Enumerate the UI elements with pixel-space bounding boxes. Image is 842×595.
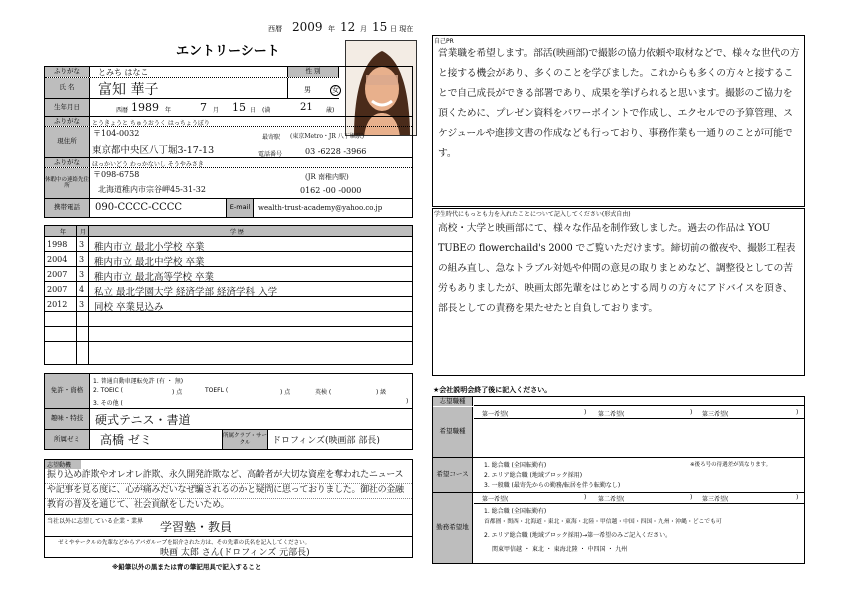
date-month: 12 (340, 20, 356, 34)
hope-third: 第三希望( (702, 411, 729, 418)
seminar-label: 所属ゼミ (45, 430, 90, 449)
hope-first-close: ) (584, 409, 587, 416)
station-label: 最寄駅 (262, 134, 281, 141)
footer-note: ※鉛筆以外の黒または青の筆記用具で記入すること (112, 563, 262, 571)
club-label: 所属クラブ・サークル (222, 430, 268, 449)
birth-year-label: 年 (165, 107, 172, 114)
quals-eiken-unit: ) 級 (376, 389, 387, 396)
birth-label: 生年月日 (45, 99, 90, 116)
motive-label: 志望動機 (45, 460, 81, 469)
area-hope-first-close: ) (584, 494, 587, 501)
current-zip: 〒104-0032 (93, 129, 140, 138)
age: 21 (300, 102, 313, 113)
area-hope-second-close: ) (690, 494, 693, 501)
area-1-list: 首都圏・関西・北海道・東北・東海・北陸・甲信越・中国・四国・九州・沖縄・どこでも可 (484, 519, 722, 525)
page-title: エントリーシート (176, 44, 280, 59)
quals-toeic: 2. TOEIC ( (93, 387, 124, 394)
birth-year: 1989 (131, 101, 159, 114)
date-year-label: 年 (328, 25, 335, 33)
history-year: 1998 (47, 240, 68, 249)
date-prefix: 西暦 (268, 25, 282, 33)
area-2: 2. エリア総合職 (地域ブロック採用)→第一希望のみご記入ください。 (484, 532, 672, 539)
mobile-label: 携帯電話 (45, 199, 90, 217)
history-month: 3 (79, 240, 85, 249)
hobby-value: 硬式テニス・書道 (95, 413, 191, 427)
hope-second: 第二希望( (598, 411, 625, 418)
email-label: E-mail (226, 199, 254, 217)
hope-third-close: ) (796, 409, 799, 416)
quals-toefl-unit: ) 点 (280, 389, 291, 396)
quals-toefl: TOEFL ( (205, 387, 229, 394)
area-label: 勤務希望地 (433, 493, 473, 563)
age-suffix: 歳) (326, 107, 335, 114)
area-1: 1. 総合職 (全国転勤有) (484, 508, 547, 515)
birth-day-label: 日 (250, 107, 257, 114)
date-month-label: 月 (360, 25, 367, 33)
birth-day: 15 (232, 101, 246, 114)
history-month: 4 (79, 285, 85, 294)
name-label: 氏 名 (45, 78, 90, 98)
course-1-note: ※後ろ号の待遇差が異なります。 (690, 462, 772, 468)
mobile-phone: 090-CCCC-CCCC (95, 202, 183, 213)
course-1: 1. 総合職 (全国転勤有) (484, 462, 547, 469)
current-address-label: 現住所 (45, 127, 90, 157)
area-hope-third-close: ) (796, 494, 799, 501)
effort-text: 高校・大学と映画部にて、様々な作品を制作致しました。過去の作品は YOU TUBEの flowerchaild's 2000 でご覧いただけます。締切前の徹夜や、撮影工程表の組み直し、急なトラブル対処や仲間の意見の取りまとめなど、調整役としての苦労もありましたが、映画太郎先輩をはじめとする周りの方々にアドバイスを頂き、部長としての責務を果たせたと自負しております。 (438, 223, 796, 314)
birth-era: 西暦 (116, 107, 129, 114)
date-day: 15 (372, 20, 388, 34)
current-address: 東京都中央区八丁堀3-17-13 (92, 145, 215, 156)
history-month-header: 月 (80, 229, 87, 236)
desired-label: 希望職種 (433, 407, 473, 457)
history-month: 3 (79, 255, 85, 264)
company-note: ★会社説明会終了後に記入ください。 (433, 386, 552, 394)
history-year: 2007 (47, 285, 68, 294)
furigana-label: ふりがな (45, 67, 90, 77)
seminar-value: 高橋 ゼミ (100, 433, 152, 447)
pr-label: 自己PR (434, 38, 454, 45)
home-furigana-label: ふりがな (45, 158, 90, 167)
course-3: 3. 一般職 (最寄先からの勤務/転居を伴う転勤なし) (484, 482, 621, 489)
quals-eiken: 英検 ( (315, 389, 332, 396)
history-year: 2004 (47, 255, 68, 264)
introducer-value: 映画 太郎 さん(ドロフィンズ 元部長) (160, 548, 310, 558)
area-hope-first: 第一希望( (482, 496, 509, 503)
full-name: 富知 華子 (98, 82, 159, 98)
home-address: 北海道稚内市宗谷岬45-31-32 (98, 185, 206, 194)
field-value (474, 397, 804, 406)
hobby-label: 趣味・特技 (45, 409, 90, 429)
gender-female: 女 (332, 86, 339, 94)
address-furigana-label: ふりがな (45, 117, 90, 126)
email: wealth-trust-academy@yahoo.co.jp (258, 204, 383, 212)
home-station: (JR 南稚内駅) (305, 173, 349, 181)
area-hope-third: 第三希望( (702, 496, 729, 503)
effort-label: 学生時代にもっとも力を入れたことについて記入してください(形式自由) (434, 211, 631, 218)
history-content: 同校 卒業見込み (94, 302, 164, 313)
address-furigana: とうきょうと ちゅうおうく はっちょうぼり (92, 120, 210, 127)
hope-first: 第一希望( (482, 411, 509, 418)
history-header (45, 226, 412, 236)
course-2: 2. エリア総合職 (地域ブロック採用) (484, 472, 583, 479)
gender-label: 性 別 (287, 67, 339, 77)
home-phone: 0162 -00 -0000 (300, 186, 362, 195)
area-hope-second: 第二希望( (598, 496, 625, 503)
history-content: 稚内市立 最北中学校 卒業 (94, 257, 205, 268)
history-content-header: 学 歴 (230, 229, 244, 236)
introducer-label: ゼミやサークルの先輩などからアパガループを紹介された方は、その先輩の氏名を記入してください。 (58, 540, 311, 546)
current-phone: 03 -6228 -3966 (305, 147, 367, 156)
course-label: 希望コース (433, 458, 473, 492)
motive-text: 振り込め詐欺やオレオレ詐欺、永久開発詐欺など、高齢者が大切な資産を奪われたニュースや記事を見る度に、心が痛みだいなぜ騙されるのかと疑問に思っておりました。御社の金融教育の普及を通じて、社会貢献をしたいため。 (47, 470, 404, 510)
other-company-label: 当社以外に志望している企業・業界 (47, 518, 144, 525)
home-zip: 〒098-6758 (93, 170, 140, 179)
quals-other: 3. その他 ( (93, 400, 123, 407)
gender-male: 男 (304, 86, 311, 94)
history-year: 2012 (47, 300, 68, 309)
current-station: (東京Metro・JR 八丁堀駅) (290, 133, 365, 140)
history-year: 2007 (47, 270, 68, 279)
history-content: 稚内市立 最北高等学校 卒業 (94, 272, 215, 283)
age-prefix: (満 (262, 107, 271, 114)
date-day-label: 日 現在 (390, 25, 414, 33)
other-company-value: 学習塾・教員 (160, 520, 233, 534)
quals-toeic-unit: ) 点 (172, 389, 183, 396)
history-content: 私立 最北学園大学 経済学部 経済学科 入学 (94, 287, 278, 298)
birth-month: 7 (200, 101, 207, 114)
quals-line1: 1. 普通自動車運転免許 (有 ・ 無) (93, 378, 184, 385)
date-year: 2009 (292, 20, 323, 34)
name-furigana: とみち はなこ (98, 68, 149, 77)
home-address-label: 休暇中の連絡先住所 (45, 168, 90, 198)
hope-second-close: ) (690, 409, 693, 416)
history-year-header: 年 (60, 229, 67, 236)
quals-label: 免許・資格 (45, 374, 90, 408)
home-furigana: ほっかいどう わっかないし そうやみさき (92, 161, 204, 168)
history-month: 3 (79, 270, 85, 279)
history-content: 稚内市立 最北小学校 卒業 (94, 242, 205, 253)
history-month: 3 (79, 300, 85, 309)
quals-other-end: ) (406, 398, 409, 405)
pr-text: 営業職を希望します。部活(映画部)で撮影の協力依頼や取材などで、様々な世代の方と接する機会があり、多くのことを学びました。これからも多くの方々と接することで自己成長ができる部署であり、成果を挙げられると思います。撮影のご協力を頂くために、プレゼン資料をパワーポイントで作成し、エクセルでの予算管理、スケジュールや進捗文書の作成なども行っており、事務作業も一通りのことが可能です。 (438, 48, 800, 159)
phone-label: 電話番号 (258, 151, 283, 158)
field-label: 志望職種 (433, 397, 473, 406)
birth-month-label: 月 (213, 107, 220, 114)
area-2-list: 関東甲信越 ・ 東北 ・ 東海北陸 ・ 中四国 ・ 九州 (492, 546, 628, 553)
club-value: ドロフィンズ(映画部 部長) (272, 436, 380, 446)
